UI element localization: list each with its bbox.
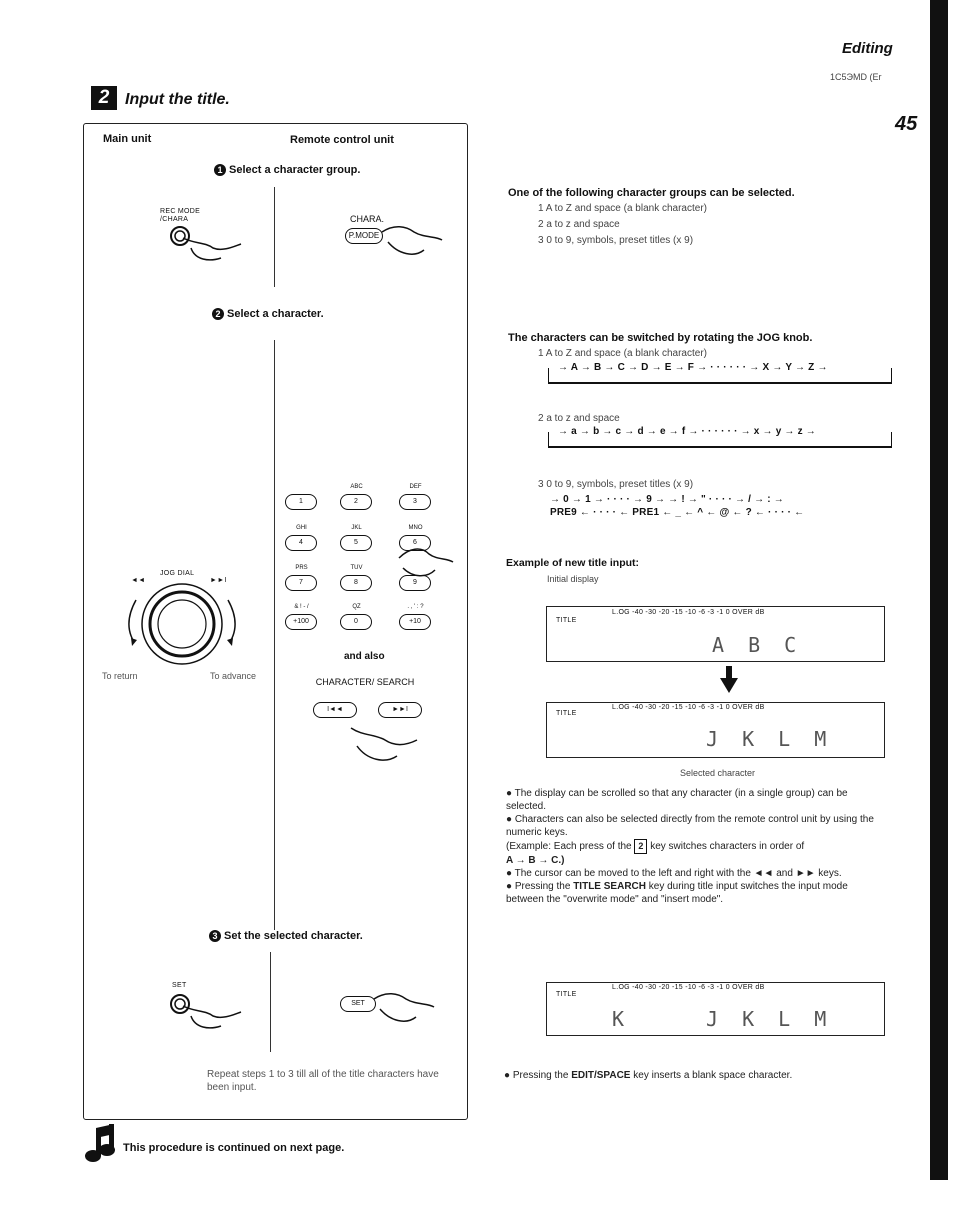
edit-space-key: EDIT/SPACE (571, 1070, 631, 1081)
keypad-letters-5: JKL (351, 525, 362, 531)
keypad-key-0[interactable]: 0 (340, 614, 372, 630)
note-4-post: key during title input switches the input mode between the "overwrite mode" and "insert mode". (506, 881, 848, 905)
note-2: ● Characters can also be selected directly from the remote control unit by using the numeric keys. (506, 814, 874, 838)
jog-left-arrow: ◄◄ (131, 577, 146, 584)
hand-press-rec-mode-icon (165, 222, 245, 267)
keypad-letters-7: PRS (295, 565, 308, 571)
note-5-pre: Pressing the (512, 1070, 569, 1081)
substep-3-number: 3 (209, 930, 221, 942)
note-4-pre: Pressing the (514, 881, 571, 892)
keypad-letters-4: GHI (296, 525, 307, 531)
keypad-key-2[interactable]: 2 (340, 494, 372, 510)
title-search-key: TITLE SEARCH (573, 881, 646, 892)
search-forward-button[interactable]: ►►I (378, 702, 422, 718)
model-code: 1C5ЭМD (Er (830, 72, 882, 82)
group-item-2: 2 a to z and space (538, 219, 620, 230)
keypad-letters-6: MNO (408, 525, 423, 531)
divider-2 (274, 340, 275, 930)
group3-sequence-1: → 0 → 1 → · · · · → 9 → → ! → " · · · · → / → : → (550, 494, 784, 505)
note-5-post: key inserts a blank space character. (633, 1070, 793, 1081)
character-search-label: CHARACTER/ SEARCH (315, 677, 415, 687)
keypad-key-7[interactable]: 7 (285, 575, 317, 591)
lcd1-scale: L.OG -40 -30 -20 -15 -10 -6 -3 -1 0 OVER dB (612, 609, 765, 616)
down-arrow-icon (718, 666, 740, 694)
keypad-key-5[interactable]: 5 (340, 535, 372, 551)
group-item-1: 1 A to Z and space (a blank character) (538, 203, 707, 214)
main-unit-heading: Main unit (103, 133, 152, 145)
step-title: Input the title. (125, 91, 230, 108)
notes-list (506, 787, 886, 906)
divider-3 (270, 952, 271, 1052)
keypad-key-1[interactable]: 1 (285, 494, 317, 510)
keypad-letters-3: DEF (409, 484, 422, 490)
keypad-letters-10: & ! - / (294, 604, 309, 610)
substep-1 (214, 164, 360, 176)
set-remote-button[interactable]: SET (340, 996, 376, 1012)
note-3-text: The cursor can be moved to the left and right with the ◄◄ and ►► keys. (514, 868, 842, 879)
hand-press-search-icon (345, 718, 420, 766)
substep-1-number: 1 (214, 164, 226, 176)
note-1-text: The display can be scrolled so that any character (in a single group) can be selected. (506, 788, 848, 812)
page-edge-bar (930, 0, 948, 1180)
keypad-key-4[interactable]: 4 (285, 535, 317, 551)
group1-sequence: → A → B → C → D → E → F → · · · · · · → X → Y → Z → (558, 362, 828, 373)
group1-label: 1 A to Z and space (a blank character) (538, 348, 707, 359)
lcd3-characters: J K L M (706, 1007, 833, 1031)
continued-music-icon (84, 1124, 118, 1164)
keypad-letters-11: QZ (352, 604, 361, 610)
rec-mode-label: REC MODE /CHARA (160, 208, 201, 223)
p-mode-chara-button[interactable]: P.MODE (345, 228, 383, 244)
lcd3-title-label: TITLE (556, 991, 577, 998)
group2-label: 2 a to z and space (538, 413, 620, 424)
repeat-steps-note: Repeat steps 1 to 3 till all of the title characters have been input. (207, 1069, 439, 1093)
key-2-box: 2 (634, 839, 647, 854)
substep-2-text: Select a character. (227, 308, 324, 320)
jog-dial-label: JOG DIAL (160, 570, 195, 577)
group3-sequence-2: PRE9 ← · · · · ← PRE1 ← _ ← ^ ← @ ← ? ← · · · · ← (550, 507, 805, 518)
initial-display-label: Initial display (547, 574, 599, 584)
substep-3-text: Set the selected character. (224, 930, 363, 942)
hand-press-key-icon (395, 540, 455, 580)
switching-heading: The characters can be switched by rotating the JOG knob. (508, 332, 813, 344)
step-badge: 2 (91, 86, 117, 110)
keypad-key-8[interactable]: 8 (340, 575, 372, 591)
lcd2-title-label: TITLE (556, 710, 577, 717)
set-label: SET (172, 982, 187, 989)
section-title: Editing (842, 40, 893, 57)
and-also-label: and also (344, 651, 385, 662)
substep-1-text: Select a character group. (229, 164, 361, 176)
lcd2-characters: J K L M (706, 727, 833, 751)
group-item-3: 3 0 to 9, symbols, preset titles (x 9) (538, 235, 694, 246)
note-4: ● Pressing the TITLE SEARCH key during title input switches the input mode between the "overwrite mode" and "insert mode". (506, 881, 848, 905)
substep-2-number: 2 (212, 308, 224, 320)
search-back-button[interactable]: I◄◄ (313, 702, 357, 718)
to-advance-label: To advance (210, 671, 257, 681)
keypad-key-plus100[interactable]: +100 (285, 614, 317, 630)
note-1: ● The display can be scrolled so that any character (in a single group) can be selected. (506, 788, 848, 812)
chara-label: CHARA. (350, 214, 385, 224)
substep-3 (209, 930, 363, 942)
hand-press-set-main-icon (165, 990, 245, 1032)
lcd3-scale: L.OG -40 -30 -20 -15 -10 -6 -3 -1 0 OVER dB (612, 984, 765, 991)
group3-label: 3 0 to 9, symbols, preset titles (x 9) (538, 479, 694, 490)
keypad-letters-8: TUV (350, 565, 363, 571)
divider-1 (274, 187, 275, 287)
to-return-label: To return (102, 671, 138, 681)
groups-heading: One of the following character groups can be selected. (508, 187, 795, 199)
remote-unit-heading: Remote control unit (290, 134, 394, 146)
keypad-key-3[interactable]: 3 (399, 494, 431, 510)
keypad-letters-12: . , ' : ? (407, 604, 424, 610)
keypad-key-plus10[interactable]: +10 (399, 614, 431, 630)
jog-right-arrow: ►►I (210, 577, 227, 584)
hand-press-set-remote-icon (372, 985, 437, 1027)
lcd1-characters: A B C (712, 633, 803, 657)
substep-2 (212, 308, 324, 320)
keypad-key-9[interactable]: 9 (399, 575, 431, 591)
note-3: ● The cursor can be moved to the left and right with the ◄◄ and ►► keys. (506, 868, 842, 879)
selected-character-label: Selected character (680, 768, 756, 778)
note-5: ● Pressing the EDIT/SPACE key inserts a blank space character. (504, 1070, 793, 1081)
note-2-text: Characters can also be selected directly from the remote control unit by using the numeric keys. (506, 814, 874, 838)
note-2-example-post: key switches characters in order of (650, 841, 805, 852)
page-number: 45 (895, 113, 918, 135)
keypad-letters-2: ABC (350, 484, 363, 490)
continued-note: This procedure is continued on next page. (123, 1142, 345, 1154)
keypad-key-6[interactable]: 6 (399, 535, 431, 551)
hand-press-chara-icon (380, 220, 445, 260)
lcd2-scale: L.OG -40 -30 -20 -15 -10 -6 -3 -1 0 OVER dB (612, 704, 765, 711)
jog-dial[interactable] (122, 580, 242, 670)
note-2-example-pre: (Example: Each press of the (506, 841, 632, 852)
lcd3-cursor-character: K (612, 1007, 631, 1031)
lcd1-title-label: TITLE (556, 617, 577, 624)
group2-sequence: → a → b → c → d → e → f → · · · · · · → x → y → z → (558, 426, 816, 437)
note-2-example (506, 839, 886, 854)
example-heading: Example of new title input: (506, 557, 640, 569)
note-2-sequence: A → B → C.) (506, 855, 565, 866)
